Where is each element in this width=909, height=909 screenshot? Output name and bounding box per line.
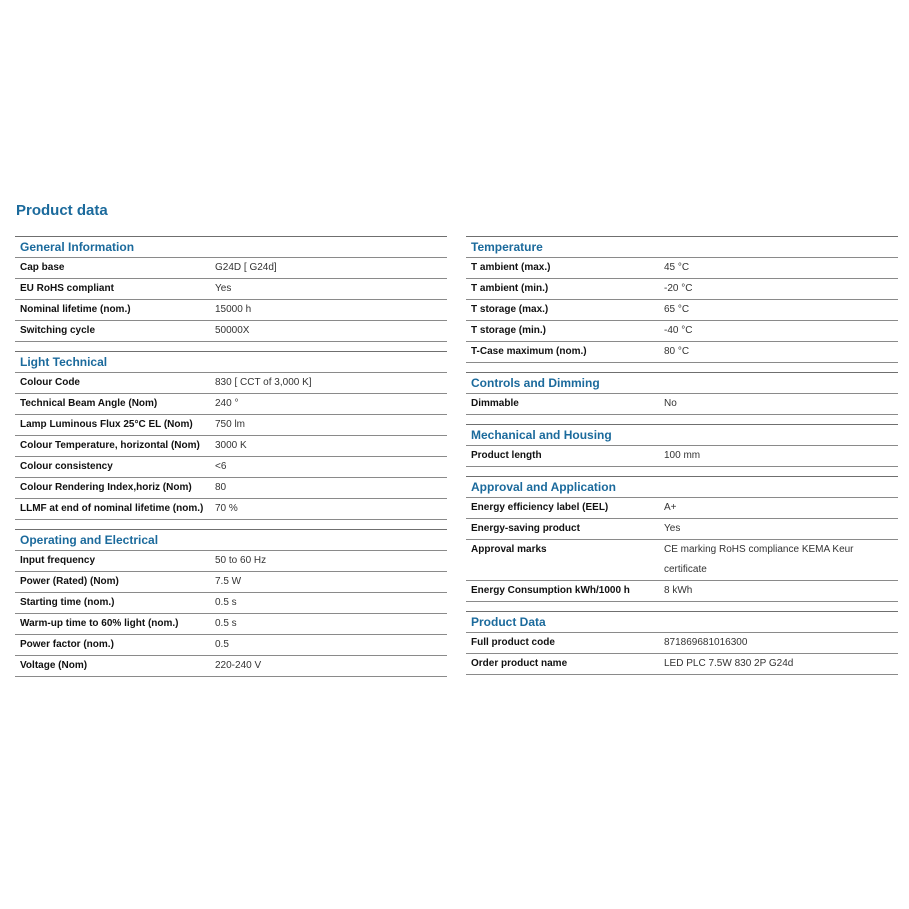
section-divider (15, 341, 447, 343)
spec-row (466, 518, 898, 539)
spec-label: Input frequency (20, 555, 96, 566)
spec-label: Colour Temperature, horizontal (Nom) (20, 440, 200, 451)
spec-label: Energy Consumption kWh/1000 h (471, 585, 630, 596)
spec-label: Power (Rated) (Nom) (20, 576, 119, 587)
spec-section (466, 611, 898, 676)
page-title: Product data (16, 202, 108, 219)
spec-row (466, 653, 898, 674)
spec-section (466, 236, 898, 364)
spec-label: T ambient (min.) (471, 283, 549, 294)
spec-label: Lamp Luminous Flux 25°C EL (Nom) (20, 419, 193, 430)
spec-value: Yes (215, 283, 232, 294)
spec-row (466, 278, 898, 299)
spec-label: Warm-up time to 60% light (nom.) (20, 618, 179, 629)
section-title: Light Technical (15, 351, 447, 372)
spec-value: 220-240 V (215, 660, 262, 671)
spec-value: G24D [ G24d] (215, 262, 277, 273)
spec-row (15, 571, 447, 592)
section-divider (15, 676, 447, 678)
spec-row (15, 414, 447, 435)
section-title: Operating and Electrical (15, 529, 447, 550)
spec-row (15, 257, 447, 278)
spec-value: 65 °C (664, 304, 690, 315)
spec-section (15, 236, 447, 343)
spec-label: Voltage (Nom) (20, 660, 88, 671)
spec-row (466, 497, 898, 518)
spec-row (466, 539, 898, 580)
spec-row (15, 393, 447, 414)
spec-label: Colour consistency (20, 461, 113, 472)
spec-row (466, 320, 898, 341)
left-column (15, 236, 447, 686)
section-title: General Information (15, 236, 447, 257)
spec-row (15, 320, 447, 341)
spec-value: No (664, 398, 677, 409)
spec-value: 50000X (215, 325, 250, 336)
spec-value: 240 ° (215, 398, 239, 409)
spec-label: Full product code (471, 637, 555, 648)
spec-value: CE marking RoHS compliance KEMA Keur certificate (664, 544, 854, 575)
spec-row (15, 550, 447, 571)
spec-row (15, 634, 447, 655)
spec-label: T ambient (max.) (471, 262, 551, 273)
spec-value: 7.5 W (215, 576, 242, 587)
spec-row (466, 580, 898, 601)
spec-row (15, 299, 447, 320)
section-title: Controls and Dimming (466, 372, 898, 393)
spec-value: 750 lm (215, 419, 246, 430)
section-divider (466, 601, 898, 603)
spec-section (466, 372, 898, 416)
spec-label: Switching cycle (20, 325, 96, 336)
spec-label: EU RoHS compliant (20, 283, 114, 294)
section-divider (466, 674, 898, 676)
spec-value: 45 °C (664, 262, 690, 273)
spec-label: LLMF at end of nominal lifetime (nom.) (20, 503, 204, 514)
section-divider (466, 414, 898, 416)
spec-label: Power factor (nom.) (20, 639, 114, 650)
spec-label: Technical Beam Angle (Nom) (20, 398, 158, 409)
spec-label: Energy efficiency label (EEL) (471, 502, 609, 513)
section-divider (15, 519, 447, 521)
spec-value: <6 (215, 461, 227, 472)
spec-value: 830 [ CCT of 3,000 K] (215, 377, 312, 388)
spec-label: Nominal lifetime (nom.) (20, 304, 131, 315)
section-divider (466, 466, 898, 468)
spec-section (15, 529, 447, 678)
spec-value: 80 (215, 482, 227, 493)
spec-row (466, 257, 898, 278)
spec-row (466, 632, 898, 653)
spec-value: 0.5 (215, 639, 229, 650)
spec-value: 15000 h (215, 304, 252, 315)
spec-row (15, 278, 447, 299)
section-title: Temperature (466, 236, 898, 257)
spec-label: Dimmable (471, 398, 519, 409)
spec-value: A+ (664, 502, 677, 513)
spec-label: Cap base (20, 262, 65, 273)
spec-row (15, 592, 447, 613)
right-column (466, 236, 898, 684)
spec-label: T storage (max.) (471, 304, 549, 315)
spec-label: T-Case maximum (nom.) (471, 346, 587, 357)
spec-row (15, 372, 447, 393)
spec-value: -40 °C (664, 325, 693, 336)
spec-row (466, 445, 898, 466)
spec-value: 70 % (215, 503, 238, 514)
spec-row (15, 498, 447, 519)
spec-value: LED PLC 7.5W 830 2P G24d (664, 658, 794, 669)
spec-label: Product length (471, 450, 542, 461)
spec-row (466, 393, 898, 414)
section-title: Product Data (466, 611, 898, 632)
spec-value: 0.5 s (215, 618, 237, 629)
spec-value: 3000 K (215, 440, 247, 451)
spec-label: Colour Code (20, 377, 80, 388)
spec-value: 0.5 s (215, 597, 237, 608)
spec-row (466, 299, 898, 320)
spec-value: 871869681016300 (664, 637, 748, 648)
spec-value: Yes (664, 523, 681, 534)
section-divider (466, 362, 898, 364)
spec-section (466, 476, 898, 603)
spec-value: 50 to 60 Hz (215, 555, 267, 566)
spec-row (15, 655, 447, 676)
spec-value: 80 °C (664, 346, 690, 357)
spec-row (15, 477, 447, 498)
spec-label: Energy-saving product (471, 523, 580, 534)
spec-section (15, 351, 447, 521)
spec-row (15, 613, 447, 634)
spec-value: 100 mm (664, 450, 701, 461)
spec-section (466, 424, 898, 468)
spec-label: Approval marks (471, 544, 547, 555)
spec-label: Order product name (471, 658, 568, 669)
spec-value: 8 kWh (664, 585, 693, 596)
spec-label: Starting time (nom.) (20, 597, 115, 608)
section-title: Mechanical and Housing (466, 424, 898, 445)
spec-label: Colour Rendering Index,horiz (Nom) (20, 482, 192, 493)
spec-label: T storage (min.) (471, 325, 547, 336)
section-title: Approval and Application (466, 476, 898, 497)
spec-value: -20 °C (664, 283, 693, 294)
spec-row (466, 341, 898, 362)
spec-row (15, 456, 447, 477)
spec-row (15, 435, 447, 456)
